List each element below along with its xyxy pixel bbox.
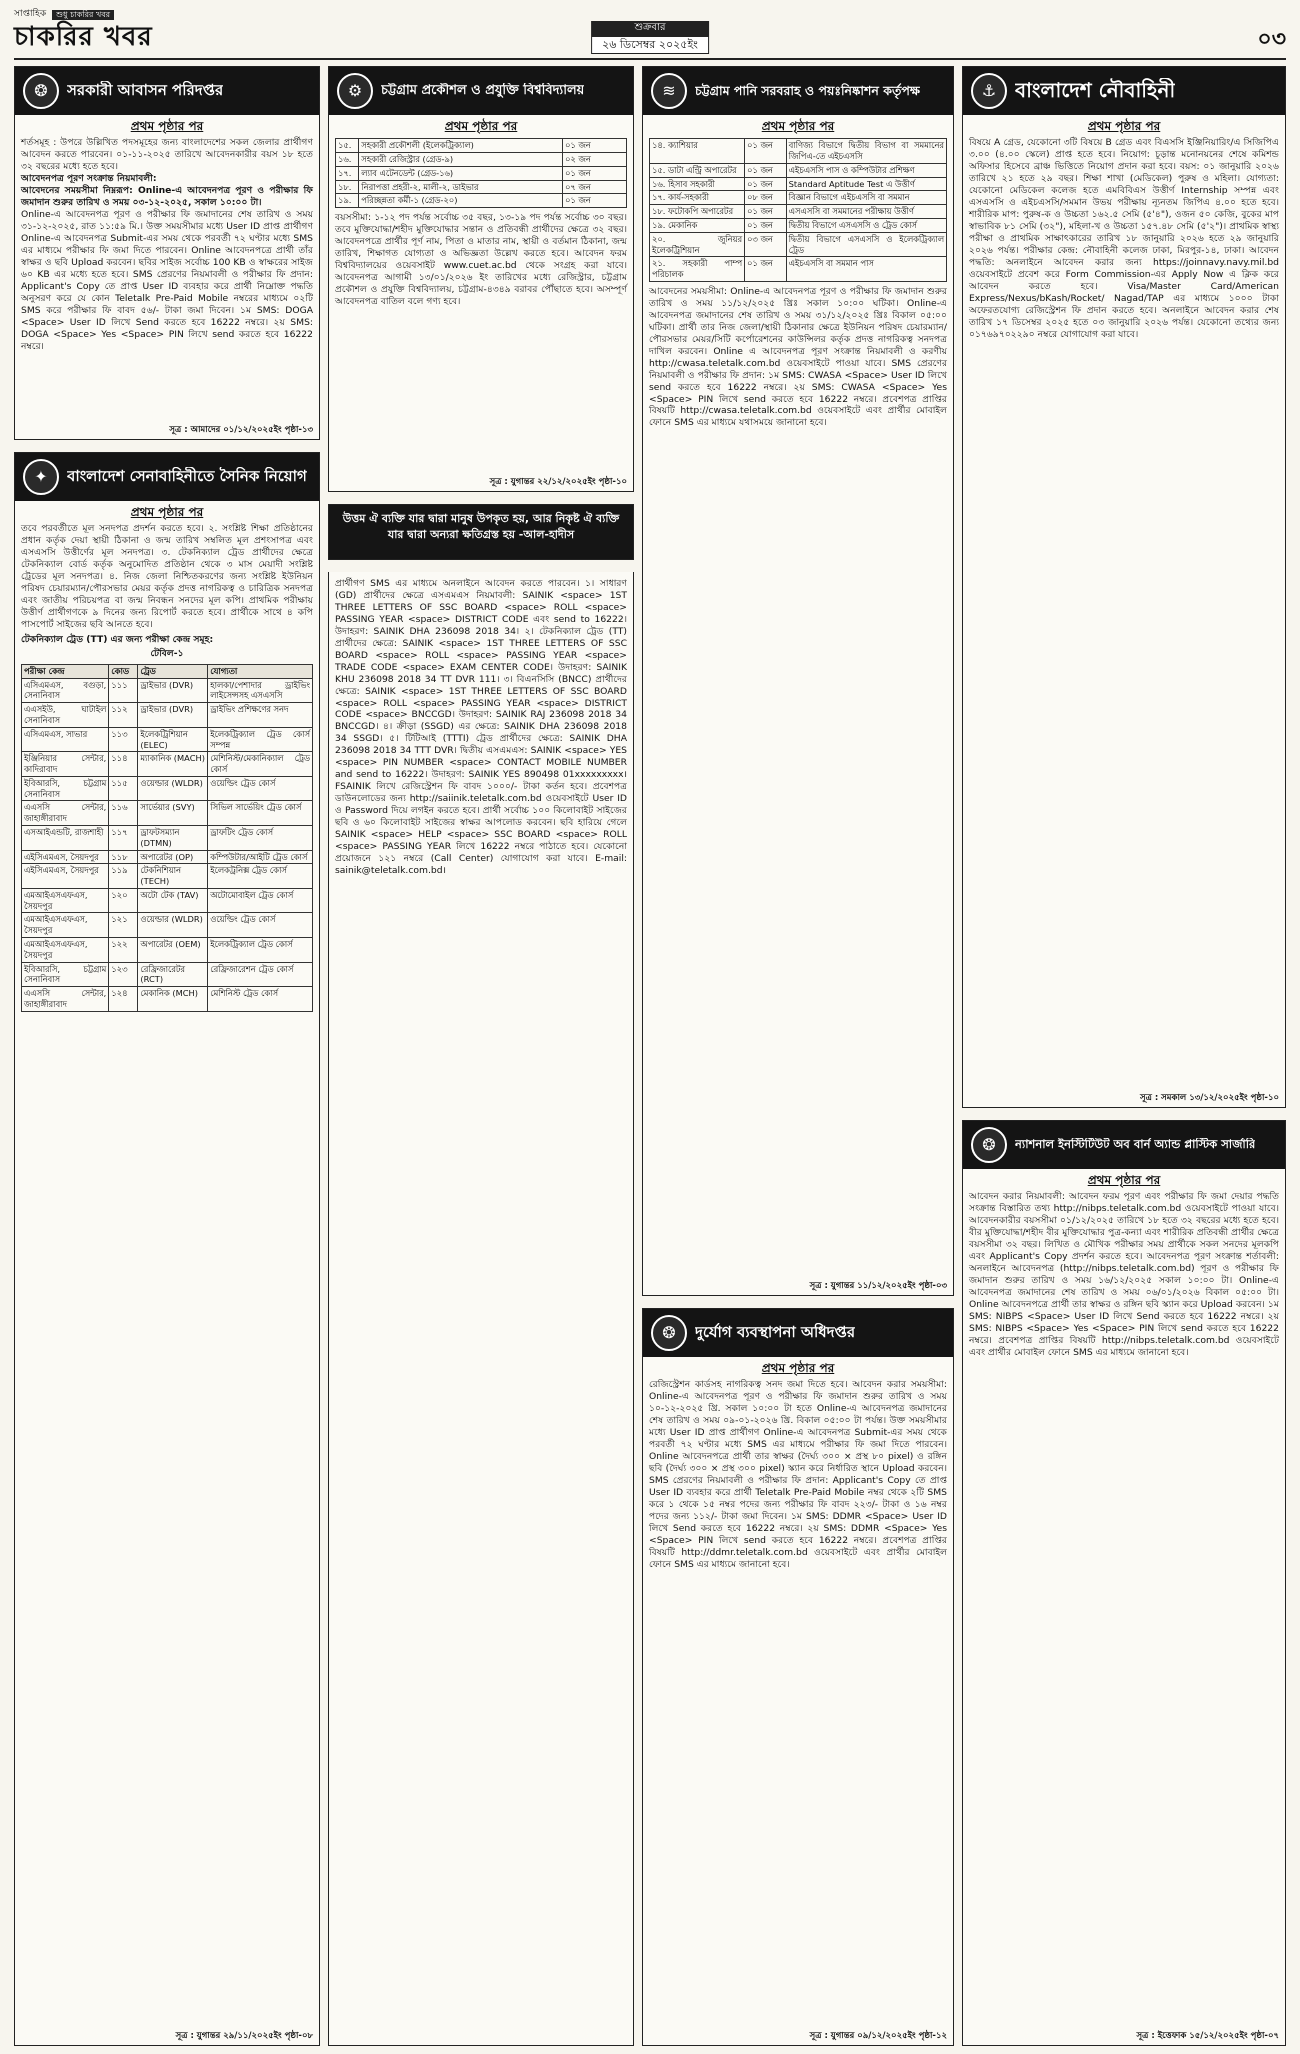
table-cell: ইবিআরসি, চট্টগ্রাম সেনানিবাস — [22, 776, 109, 801]
ad-wasa — [642, 66, 954, 1296]
ad-body-text: বয়সসীমা: ১-১২ পদ পর্যন্ত সর্বোচ্চ ৩৫ বছর, ১৩-১৯ পদ পর্যন্ত সর্বোচ্চ ৩০ বছর। তবে মুক্তিযোদ্ধা/শহীদ মুক্তিযোদ্ধার সন্তান ও প্রতিবন্ধী প্রার্থীদের ক্ষেত্রে ৩২ বছর। আবেদনপত্রে প্রার্থীর পূর্ণ নাম, পিতা ও মাতার নাম, স্থায়ী ও বর্তমান ঠিকানা, জন্ম তারিখ, শিক্ষাগত যোগ্যতা ও অভিজ্ঞতা উল্লেখ করতে হবে। আবেদন ফরম বিশ্ববিদ্যালয়ের ওয়েবসাইট www.cuet.ac.bd থেকে সংগ্রহ করা যাবে। আবেদনপত্র আগামী ১৩/০১/২০২৬ ইং তারিখের মধ্যে রেজিস্ট্রার, চট্টগ্রাম প্রকৌশল ও প্রযুক্তি বিশ্ববিদ্যালয়, চট্টগ্রাম-৪৩৪৯ বরাবর পৌঁছাতে হবে। অসম্পূর্ণ আবেদনপত্র বাতিল বলে গণ্য হবে। — [335, 212, 627, 307]
ad-subtitle: প্রথম পৃষ্ঠার পর — [761, 119, 835, 133]
table-cell: সহকারী প্রকৌশলী (ইলেকট্রিক্যাল) — [359, 139, 563, 153]
ad-subtitle: প্রথম পৃষ্ঠার পর — [761, 1361, 835, 1375]
table-cell: এমআইএসএফএস, সৈয়দপুর — [22, 938, 109, 963]
ad-title: সরকারী আবাসন পরিদপ্তর — [67, 81, 224, 100]
table-cell: ১৬. — [336, 153, 359, 167]
table-cell: মেশিনিস্ট ট্রেড কোর্স — [208, 987, 313, 1012]
table-cell: ইলেকট্রিক্যাল ট্রেড কোর্স — [208, 938, 313, 963]
table-cell: ১৮. ফটোকপি অপারেটর — [650, 205, 745, 219]
column-3 — [642, 66, 954, 2046]
table-cell: ১৪. ক্যাশিয়ার — [650, 139, 745, 164]
table-cell: এইসিএমএস, সৈয়দপুর — [22, 850, 109, 864]
masthead-brand-block — [14, 9, 153, 54]
table-cell: এসআইএন্ডটি, রাজশাহী — [22, 826, 109, 851]
table-row — [650, 139, 947, 164]
table-cell: এমআইএসএফএস, সৈয়দপুর — [22, 913, 109, 938]
table-cell: ১২০ — [109, 888, 138, 913]
table-cell: ১২৪ — [109, 987, 138, 1012]
table-row — [22, 913, 313, 938]
table-cell: ইলেকট্রিক্যাল ট্রেড কোর্স সম্পন্ন — [208, 727, 313, 752]
table-cell: ০২ জন — [562, 153, 626, 167]
government-seal-icon: ❂ — [651, 1315, 687, 1351]
table-row — [22, 678, 313, 703]
table-cell: রেফ্রিজারেটর (RCT) — [138, 962, 208, 987]
table-cell: ১১১ — [109, 678, 138, 703]
table-cell: ওয়েল্ডিং ট্রেড কোর্স — [208, 913, 313, 938]
ad-section-heading: আবেদনপত্র পূরণ সংক্রান্ত নিয়মাবলী: — [21, 173, 157, 185]
table-row — [22, 888, 313, 913]
table-cell: ওয়েল্ডার (WLDR) — [138, 776, 208, 801]
ad-body-text: আবেদনের সময়সীমা: Online-এ আবেদনপত্র পূরণ ও পরীক্ষার ফি জমাদান শুরুর তারিখ ও সময় ১১/১২/২০২৫ খ্রিঃ সকাল ১০:০০ ঘটিকা। Online-এ আবেদনপত্র জমাদানের শেষ তারিখ ও সময় ৩১/১২/২০২৫ খ্রিঃ বিকাল ০৫:০০ ঘটিকা। প্রার্থী তার নিজ জেলা/স্থায়ী ঠিকানার ক্ষেত্রে ইউনিয়ন পরিষদ চেয়ারম্যান/পৌরসভার মেয়র/সিটি কর্পোরেশনের কাউন্সিলর কর্তৃক প্রদত্ত নাগরিকত্ব সনদপত্র দাখিল করবেন। Online এ আবেদনপত্র পূরণ সংক্রান্ত নিয়মাবলী ও করণীয় http://cwasa.teletalk.com.bd ওয়েবসাইটে পাওয়া যাবে। SMS প্রেরণের নিয়মাবলী ও পরীক্ষার ফি প্রদান: ১ম SMS: CWASA <Space> User ID লিখে send করতে হবে 16222 নম্বরে। ২য় SMS: CWASA <Space> Yes <Space> PIN লিখে send করতে হবে 16222 নম্বরে। প্রবেশপত্র প্রাপ্তির বিষয়টি http://cwasa.teletalk.com.bd ওয়েবসাইটে এবং প্রার্থীর মোবাইল ফোনে SMS এর মাধ্যমে যথাসময়ে জানানো হবে। — [649, 285, 947, 429]
wasa-logo-icon: ≋ — [651, 73, 687, 109]
table-cell: রেফ্রিজারেশন ট্রেড কোর্স — [208, 962, 313, 987]
table-cell: এএসসি সেন্টার, জাহাঙ্গীরাবাদ — [22, 987, 109, 1012]
table-row — [336, 153, 627, 167]
table-header-row — [22, 664, 313, 678]
issue-date: ২৬ ডিসেম্বর ২০২৫ইং — [591, 36, 709, 54]
table-row — [22, 752, 313, 777]
column-1 — [14, 66, 320, 2046]
table-cell: ১৬. হিসাব সহকারী — [650, 177, 745, 191]
table-header-cell: যোগ্যতা — [208, 664, 313, 678]
table-cell: ০৮ জন — [745, 191, 787, 205]
table-header-cell: ট্রেড — [138, 664, 208, 678]
table-row — [22, 703, 313, 728]
table-cell: ইলেকট্রনিক্স ট্রেড কোর্স — [208, 864, 313, 889]
table-cell: ওয়েল্ডিং ট্রেড কোর্স — [208, 776, 313, 801]
ad-source: সূত্র : ইত্তেফাক ১৫/১২/২০২৫ইং পৃষ্ঠা-০৭ — [1133, 2031, 1279, 2042]
table-row — [650, 205, 947, 219]
table-cell: Standard Aptitude Test এ উত্তীর্ণ — [786, 177, 946, 191]
table-cell: ১৫. — [336, 139, 359, 153]
table-cell: ম্যাকানিক (MACH) — [138, 752, 208, 777]
masthead — [14, 10, 1286, 60]
table-row — [22, 962, 313, 987]
ad-source: সূত্র : আমাদের ০১/১২/২০২৫ইং পৃষ্ঠা-১৩ — [165, 425, 313, 436]
table-cell: বাণিজ্য বিভাগে দ্বিতীয় বিভাগ বা সমমানের জিপিএ-তে এইচএসসি — [786, 139, 946, 164]
ad-body-text: আবেদন করার নিয়মাবলী: আবেদন ফরম পূরণ এবং পরীক্ষার ফি জমা দেয়ার পদ্ধতি সংক্রান্ত বিস্তারিত তথ্য http://nibps.teletalk.com.bd ওয়েবসাইটে পাওয়া যাবে। আবেদনকারীর বয়সসীমা ০১/১২/২০২৫ তারিখে ১৮ হতে ৩২ বছরের মধ্যে হতে হবে। বীর মুক্তিযোদ্ধা/শহীদ বীর মুক্তিযোদ্ধার পুত্র-কন্যা এবং শারীরিক প্রতিবন্ধী প্রার্থীর ক্ষেত্রে বয়সসীমা ৩২ বছর। লিখিত ও মৌখিক পরীক্ষার সময় প্রার্থীকে সকল সনদের মূলকপি এবং Applicant's Copy প্রদর্শন করতে হবে। আবেদনপত্র পূরণ সংক্রান্ত শর্তাবলী: অনলাইনে আবেদনপত্র (http://nibps.teletalk.com.bd) পূরণ ও পরীক্ষার ফি জমাদান শুরুর তারিখ ও সময় ১৬/১২/২০২৫ সকাল ১০:০০ টা। Online-এ আবেদনপত্র জমাদানের শেষ তারিখ ও সময় ০৬/০১/২০২৬ বিকাল ০৫:০০ টা। Online আবেদনপত্রে প্রার্থী তার স্বাক্ষর ও রঙ্গিন ছবি স্ক্যান করে Upload করবেন। ১ম SMS: NIBPS <Space> User ID লিখে Send করতে হবে 16222 নম্বরে। ২য় SMS: NIBPS <Space> Yes <Space> PIN লিখে send করতে হবে 16222 নম্বরে। প্রবেশপত্র প্রাপ্তির বিষয়টি http://nibps.teletalk.com.bd ওয়েবসাইটে এবং প্রার্থীর মোবাইল ফোনে SMS এর মাধ্যমে জানানো হবে। — [969, 1191, 1279, 1358]
table-cell: ১১৮ — [109, 850, 138, 864]
table-cell: ২০. জুনিয়র ইলেকট্রিশিয়ান — [650, 232, 745, 257]
table-cell: ০১ জন — [745, 205, 787, 219]
ad-title: ন্যাশনাল ইনস্টিটিউট অব বার্ন অ্যান্ড প্লাস্টিক সার্জারি — [1015, 1138, 1256, 1152]
ad-source: সূত্র : সমকাল ১৩/১২/২০২৫ইং পৃষ্ঠা-১০ — [1136, 1093, 1279, 1104]
ad-subtitle: প্রথম পৃষ্ঠার পর — [130, 119, 204, 133]
issue-date-block — [591, 21, 709, 54]
table-cell: এএসসি সেন্টার, জাহাঙ্গীরাবাদ — [22, 801, 109, 826]
ad-body-text: রেজিস্ট্রেশন কার্ডসহ নাগরিকত্ব সনদ জমা দিতে হবে। আবেদন করার সময়সীমা: Online-এ আবেদনপত্র পূরণ ও পরীক্ষার ফি জমাদান শুরুর তারিখ ও সময় ১০-১২-২০২৫ খ্রি. সকাল ১০:০০ টা হতে Online-এ আবেদনপত্র জমাদানের শেষ তারিখ ও সময় ০৯-০১-২০২৬ খ্রি. বিকাল ০৫:০০ টা পর্যন্ত। উক্ত সময়সীমার মধ্যে User ID প্রাপ্ত প্রার্থীগণ Online-এ আবেদনপত্র Submit-এর সময় থেকে পরবর্তী ৭২ ঘণ্টার মধ্যে SMS এর মাধ্যমে পরীক্ষার ফি জমা দিতে পারবেন। Online আবেদনপত্রে প্রার্থী তার স্বাক্ষর (দৈর্ঘ্য ৩০০ × প্রস্থ ৮০ pixel) ও রঙ্গিন ছবি (দৈর্ঘ্য ৩০০ × প্রস্থ ৩০০ pixel) স্ক্যান করে নির্ধারিত স্থানে Upload করবেন। SMS প্রেরণের নিয়মাবলী ও পরীক্ষার ফি প্রদান: Applicant's Copy তে প্রাপ্ত User ID ব্যবহার করে প্রার্থী Teletalk Pre-Paid Mobile নম্বর থেকে ২টি SMS করে ১ থেকে ১৫ নম্বর পদের জন্য পরীক্ষার ফি বাবদ ২২৩/- টাকা ও ১৬ নম্বর পদের জন্য ১১২/- টাকা জমা দিবেন। ১ম SMS: DDMR <Space> User ID লিখে Send করতে হবে 16222 নম্বরে। ২য় SMS: DDMR <Space> Yes <Space> PIN লিখে send করতে হবে 16222 নম্বরে। প্রবেশপত্র প্রাপ্তির বিষয়টি http://ddmr.teletalk.com.bd ওয়েবসাইটে এবং প্রার্থীর মোবাইল ফোনে SMS এর মাধ্যমে জানানো হবে। — [649, 1379, 947, 1570]
ad-title: চট্টগ্রাম পানি সরবরাহ ও পয়ঃনিষ্কাশন কর্তৃপক্ষ — [695, 83, 920, 98]
ad-deadline-text: আবেদনের সময়সীমা নিম্নরূপ: Online-এ আবেদনপত্র পূরণ ও পরীক্ষার ফি জমাদান শুরুর তারিখ ও সময় ০৩-১২-২০২৫, সকাল ১০:০০ টা। — [21, 185, 313, 209]
table-cell: ড্রাফটিং ট্রেড কোর্স — [208, 826, 313, 851]
table-cell: এইসিএমএস, সৈয়দপুর — [22, 864, 109, 889]
university-logo-icon: ⚙ — [337, 73, 373, 109]
column-4 — [962, 66, 1286, 2046]
table-cell: ১৭. — [336, 166, 359, 180]
table-cell: সার্ভেয়ার (SVY) — [138, 801, 208, 826]
post-list-table — [335, 138, 627, 208]
table-cell: ড্রাইভার (DVR) — [138, 703, 208, 728]
table-cell: ০১ জন — [745, 139, 787, 164]
columns — [14, 66, 1286, 2046]
table-cell: মেকানিক (MCH) — [138, 987, 208, 1012]
table-cell: কম্পিউটার/আইটি ট্রেড কোর্স — [208, 850, 313, 864]
ad-title: বাংলাদেশ নৌবাহিনী — [1015, 78, 1176, 103]
government-seal-icon: ❂ — [971, 1127, 1007, 1163]
ad-body-text: Online-এ আবেদনপত্র পূরণ ও পরীক্ষার ফি জমাদানের শেষ তারিখ ও সময় ৩১-১২-২০২৫, রাত ১১:৫৯ মি.। উক্ত সময়সীমার মধ্যে User ID প্রাপ্ত প্রার্থীগণ Online-এ আবেদনপত্র Submit-এর সময় থেকে পরবর্তী ৭২ ঘণ্টার মধ্যে SMS এর মাধ্যমে পরীক্ষার ফি জমা দিতে পারবেন। Online আবেদনপত্রে প্রার্থী তাঁর স্বাক্ষর ও ছবি Upload করবেন। ছবির সাইজ সর্বোচ্চ 100 KB ও স্বাক্ষরের সাইজ ৬০ KB এর মধ্যে হতে হবে। SMS প্রেরণের নিয়মাবলী ও পরীক্ষার ফি প্রদান: Applicant's Copy তে প্রাপ্ত User ID ব্যবহার করে প্রার্থী নিম্নোক্ত পদ্ধতি অনুসরণ করে যে কোন Teletalk Pre-Paid Mobile নম্বরের মাধ্যমে ০২টি SMS করে পরীক্ষার ফি বাবদ ৫৬/- টাকা জমা দিবেন। ১ম SMS: DOGA <Space> User ID লিখে Send করতে হবে 16222 নম্বরে। ২য় SMS: DOGA <Space> Yes <Space> PIN লিখে send করতে হবে 16222 নম্বরে। — [21, 209, 313, 352]
table-body — [336, 139, 627, 208]
table-cell: পরিচ্ছন্নতা কর্মী-১ (গ্রেড-২০) — [359, 194, 563, 208]
table-cell: এসএসসি বা সমমানের পরীক্ষায় উত্তীর্ণ — [786, 205, 946, 219]
table-cell: ল্যাব এটেনডেন্ট (গ্রেড-১৬) — [359, 166, 563, 180]
table-row — [22, 776, 313, 801]
table-row — [650, 163, 947, 177]
exam-centre-table — [21, 664, 313, 1012]
table-cell: ইলেকট্রিশিয়ান (ELEC) — [138, 727, 208, 752]
table-row — [22, 727, 313, 752]
ad-title: দুর্যোগ ব্যবস্থাপনা অধিদপ্তর — [695, 1323, 856, 1342]
table-cell: ১৮. — [336, 180, 359, 194]
table-cell: দ্বিতীয় বিভাগে এসএসসি ও ইলেকট্রিক্যাল ট্রেড — [786, 232, 946, 257]
table-cell: ০৩ জন — [745, 232, 787, 257]
table-cell: ১৯. — [336, 194, 359, 208]
page-number: ০৩ — [1257, 26, 1286, 52]
table-cell: ড্রাইভার (DVR) — [138, 678, 208, 703]
table-row — [650, 191, 947, 205]
table-cell: মেশিনিস্ট/মেকানিক্যাল ট্রেড কোর্স — [208, 752, 313, 777]
table-cell: ১১৩ — [109, 727, 138, 752]
issue-day: শুক্রবার — [591, 21, 709, 36]
table-cell: ড্রাইভিং প্রশিক্ষণের সনদ — [208, 703, 313, 728]
ad-source: সূত্র : যুগান্তর ১১/১২/২০২৫ইং পৃষ্ঠা-০৩ — [806, 1281, 947, 1292]
table-row — [22, 850, 313, 864]
table-cell: ০১ জন — [745, 219, 787, 233]
table-cell: ড্রাফটসম্যান (DTMN) — [138, 826, 208, 851]
ad-navy — [962, 66, 1286, 1108]
table-row — [336, 139, 627, 153]
table-cell: ১১৯ — [109, 864, 138, 889]
table-body — [22, 678, 313, 1011]
table-cell: এসিএমএস, সাভার — [22, 727, 109, 752]
table-cell: দ্বিতীয় বিভাগে এসএসসি ও ট্রেড কোর্স — [786, 219, 946, 233]
ad-subtitle: প্রথম পৃষ্ঠার পর — [1087, 119, 1161, 133]
ad-body-text: বিষয়ে A গ্রেড, যেকোনো ৩টি বিষয়ে B গ্রেড এবং বিএসসি ইঞ্জিনিয়ারিং/এ সিজিপিএ ৩.০০ (৪.০০ স্কেলে) প্রাপ্ত হতে হবে। নিয়োগ: চূড়ান্ত মনোনয়নের শেষে কমিশন্ড অফিসার হিসেবে ব্রাঞ্চ ভিত্তিতে নিয়োগ প্রদান করা হবে। বয়স: ০১ জানুয়ারি ২০২৬ তারিখে ২১ হতে ২৯ বছর। শিক্ষা শাখা (মেডিকেল) পুরুষ ও মহিলা। যোগ্যতা: যেকোনো মেডিকেল কলেজ হতে এমবিবিএস উত্তীর্ণ Internship সম্পন্ন এবং এসএসসি ও এইচএসসি/সমমান উভয় পরীক্ষায় ন্যূনতম জিপিএ ৪.০০ হতে হবে। শারীরিক মাপ: পুরুষ-ক ও উচ্চতা ১৬২.৫ সেমি (৫'৪"), ওজন ৫০ কেজি, বুকের মাপ স্বাভাবিক ৮১ সেমি (৩২"), মহিলা-খ ও উচ্চতা ১৫৭.৪৮ সেমি (৫'২")। প্রাথমিক স্বাস্থ্য পরীক্ষা ও প্রাথমিক সাক্ষাৎকারের তারিখ ১৮ জানুয়ারি ২০২৬ হতে ২৯ জানুয়ারি ২০২৬ পর্যন্ত। পরীক্ষার কেন্দ্র: নৌবাহিনী কলেজ ঢাকা, মিরপুর-১৪, ঢাকা। আবেদন পদ্ধতি: অনলাইনে আবেদন করার জন্য https://joinnavy.navy.mil.bd ওয়েবসাইটে প্রবেশ করে Form Commission-এর Apply Now এ ক্লিক করে আবেদন করতে হবে। Visa/Master Card/American Express/Nexus/bKash/Rocket/ Nagad/TAP এর মাধ্যমে ১০০০ টাকা অফেরতযোগ্য রেজিস্ট্রেশন ফি প্রদান করতে হবে। অনলাইনে আবেদন করার শেষ তারিখ ১৭ ডিসেম্বর ২০২৫ হতে ০৩ জানুয়ারি ২০২৬ পর্যন্ত। যেকোনো তথ্যের জন্য ০১৭৬৯৭০২২৯০ নম্বরে যোগাযোগ করা যাবে। — [969, 137, 1279, 340]
army-emblem-icon: ✦ — [23, 459, 59, 495]
table-cell: অটো টেক (TAV) — [138, 888, 208, 913]
ad-subtitle: প্রথম পৃষ্ঠার পর — [1087, 1173, 1161, 1187]
table-cell: ওয়েল্ডার (WLDR) — [138, 913, 208, 938]
table-cell: সিভিল সার্ভেয়িং ট্রেড কোর্স — [208, 801, 313, 826]
table-row — [650, 219, 947, 233]
table-cell: ইবিআরসি, চট্টগ্রাম সেনানিবাস — [22, 962, 109, 987]
table-cell: ০১ জন — [562, 194, 626, 208]
ad-cuet — [328, 66, 634, 492]
table-cell: ২১. সহকারী পাম্প পরিচালক — [650, 257, 745, 282]
weekly-label: সাপ্তাহিক — [14, 9, 47, 20]
ad-lead-text: শর্তসমূহ : উপরে উল্লিখিত পদসমূহের জন্য বাংলাদেশের সকল জেলার প্রার্থীগণ আবেদন করতে পারবেন। ০১-১১-২০২৫ তারিখে আবেদনকারীর বয়স ১৮ হতে ৩২ বছরের মধ্যে হতে হবে। — [21, 137, 313, 173]
table-cell: এমআইএসএফএস, সৈয়দপুর — [22, 888, 109, 913]
ad-body-text: প্রার্থীগণ SMS এর মাধ্যমে অনলাইনে আবেদন করতে পারবেন। ১। সাধারণ (GD) প্রার্থীদের ক্ষেত্রে এসএমএস নিয়মাবলী: SAINIK <space> 1ST THREE LETTERS OF SSC BOARD <space> ROLL <space> PASSING YEAR <space> DISTRICT CODE এবং send to 16222। উদাহরণ: SAINIK DHA 236098 2018 34। ২। টেকনিক্যাল ট্রেড (TT) প্রার্থীদের ক্ষেত্রে: SAINIK <space> 1ST THREE LETTERS OF SSC BOARD <space> ROLL <space> PASSING YEAR <space> TRADE CODE <space> EXAM CENTER CODE। উদাহরণ: SAINIK KHU 236098 2018 34 TT DVR 111। ৩। বিএনসিসি (BNCC) প্রার্থীদের ক্ষেত্রে: SAINIK <space> 1ST THREE LETTERS OF SSC BOARD <space> ROLL <space> PASSING YEAR <space> DISTRICT CODE <space> BNCCGD। উদাহরণ: SAINIK RAJ 236098 2018 34 BNCCGD। ৪। ক্রীড়া (SSGD) এর ক্ষেত্রে: SAINIK DHA 236098 2018 34 SSGD। ৫। টিটিআই (TTTI) ট্রেড প্রার্থীদের ক্ষেত্রে: SAINIK DHA 236098 2018 34 TTT DVR। দ্বিতীয় এসএমএস: SAINIK <space> YES <space> PIN NUMBER <space> CONTACT MOBILE NUMBER and send to 16222। উদাহরণ: SAINIK YES 890498 01xxxxxxxxx। FSAINIK লিখে রেজিস্ট্রেশন ফি বাবদ ১০০০/- টাকা কর্তন হবে। প্রবেশপত্র ডাউনলোডের জন্য http://saiinik.teletalk.com.bd ওয়েবসাইটে User ID ও Password দিয়ে লগইন করতে হবে। প্রার্থী সর্বোচ্চ ১০০ কিলোবাইট সাইজের ছবি ও ৬০ কিলোবাইট সাইজের স্বাক্ষর আপলোড করবেন। ছবি হারিয়ে গেলে SAINIK <space> HELP <space> SSC BOARD <space> ROLL <space> PASSING YEAR লিখে 16222 নম্বরে পাঠাতে হবে। যেকোনো প্রয়োজনে ১২১ নম্বরে (Call Center) যোগাযোগ করা যাবে। E-mail: sainik@teletalk.com.bd। — [335, 578, 627, 876]
table-cell: ১১৬ — [109, 801, 138, 826]
table-row — [22, 801, 313, 826]
hadith-quote-box — [328, 504, 634, 560]
ad-source: সূত্র : যুগান্তর ২২/১২/২০২৫ইং পৃষ্ঠা-১০ — [486, 477, 627, 488]
table-cell: টেকনিশিয়ান (TECH) — [138, 864, 208, 889]
tagline-badge: শুধু চাকরির খবর — [52, 10, 114, 20]
table-title: টেবিল-১ — [150, 647, 184, 659]
ad-burn-institute — [962, 1120, 1286, 2046]
ad-source: সূত্র : যুগান্তর ০৯/১২/২০২৫ইং পৃষ্ঠা-১২ — [806, 2031, 947, 2042]
ad-title: চট্টগ্রাম প্রকৌশল ও প্রযুক্তি বিশ্ববিদ্যালয় — [381, 82, 585, 98]
government-seal-icon: ❂ — [23, 73, 59, 109]
ad-army — [14, 452, 320, 2046]
table-header-cell: পরীক্ষা কেন্দ্র — [22, 664, 109, 678]
table-cell: হালকা/পেশাদার ড্রাইভিং লাইসেন্সসহ এসএসসি — [208, 678, 313, 703]
table-cell: অপারেটর (OEM) — [138, 938, 208, 963]
table-cell: ১৭. কার্য-সহকারী — [650, 191, 745, 205]
table-cell: ১২২ — [109, 938, 138, 963]
table-cell: এইচএসসি বা সমমান পাস — [786, 257, 946, 282]
table-cell: ১৫. ডাটা এন্ট্রি অপারেটর — [650, 163, 745, 177]
post-list-table — [649, 138, 947, 282]
table-cell: ১১২ — [109, 703, 138, 728]
table-cell: ১১৭ — [109, 826, 138, 851]
table-cell: ০১ জন — [745, 177, 787, 191]
ad-body-text: তবে পরবর্তীতে মূল সনদপত্র প্রদর্শন করতে হবে। ২. সংশ্লিষ্ট শিক্ষা প্রতিষ্ঠানের প্রধান কর্তৃক দেয়া স্থায়ী ঠিকানা ও জন্ম তারিখ সম্বলিত মূল প্রশংসাপত্র এবং এসএসসি উত্তীর্ণের মূল সনদপত্র। ৩. টেকনিক্যাল ট্রেড প্রার্থীদের ক্ষেত্রে টেকনিক্যাল বোর্ড কর্তৃক অনুমোদিত প্রতিষ্ঠান থেকে ৩ মাস মেয়াদী সংশ্লিষ্ট ট্রেডের মূল সনদপত্র। ৪. নিজ জেলা নিশ্চিতকরণের জন্য সংশ্লিষ্ট ইউনিয়ন পরিষদ চেয়ারম্যান/পৌরসভার মেয়র কর্তৃক প্রদত্ত নাগরিকত্ব ও চারিত্রিক সনদপত্র এবং জাতীয় পরিচয়পত্র বা জন্ম নিবন্ধন সনদের মূল কপি। প্রাথমিক পরীক্ষায় উত্তীর্ণ প্রার্থীগণকে ৯ দিনের জন্য রিপোর্ট করতে হবে। প্রার্থীকে সাথে ৪ কপি পাসপোর্ট সাইজের ছবি আনতে হবে। — [21, 523, 313, 630]
table-cell: ১৯. মেকানিক — [650, 219, 745, 233]
table-cell: ১২১ — [109, 913, 138, 938]
ad-title: বাংলাদেশ সেনাবাহিনীতে সৈনিক নিয়োগ — [67, 467, 307, 486]
table-cell: ০৭ জন — [562, 180, 626, 194]
table-cell: এসিএমএস, বগুড়া, সেনানিবাস — [22, 678, 109, 703]
ad-disaster — [642, 1308, 954, 2046]
table-row — [650, 232, 947, 257]
table-row — [650, 257, 947, 282]
table-row — [336, 194, 627, 208]
column-2 — [328, 66, 634, 2046]
newspaper-title: চাকরির খবর — [14, 21, 153, 52]
hadith-quote: উত্তম ঐ ব্যক্তি যার দ্বারা মানুষ উপকৃত হয়, আর নিকৃষ্ট ঐ ব্যক্তি যার দ্বারা অন্যরা ক্ষতিগ্রস্ত হয় -আল-হাদীস — [342, 512, 620, 541]
table-row — [650, 177, 947, 191]
anchor-icon: ⚓ — [971, 73, 1007, 109]
table-cell: অপারেটর (OP) — [138, 850, 208, 864]
table-cell: ১১৫ — [109, 776, 138, 801]
table-cell: এইচএসসি পাস ও কম্পিউটার প্রশিক্ষণ — [786, 163, 946, 177]
table-body — [650, 139, 947, 282]
table-row — [336, 166, 627, 180]
table-cell: সহকারী রেজিস্ট্রার (গ্রেড-৯) — [359, 153, 563, 167]
table-row — [22, 987, 313, 1012]
table-cell: ০১ জন — [745, 163, 787, 177]
table-row — [336, 180, 627, 194]
ad-housing — [14, 66, 320, 440]
ad-subtitle: প্রথম পৃষ্ঠার পর — [130, 505, 204, 519]
table-cell: নিরাপত্তা প্রহরী-২, মালী-২, ডাইভার — [359, 180, 563, 194]
ad-subtitle: প্রথম পৃষ্ঠার পর — [444, 119, 518, 133]
ad-section-heading: টেকনিক্যাল ট্রেড (TT) এর জন্য পরীক্ষা কেন্দ্র সমূহ: — [21, 633, 214, 645]
table-row — [22, 938, 313, 963]
table-cell: ১২৩ — [109, 962, 138, 987]
table-cell: ১১৪ — [109, 752, 138, 777]
ad-source: সূত্র : যুগান্তর ২৯/১১/২০২৫ইং পৃষ্ঠা-০৮ — [172, 2031, 313, 2042]
table-cell: এএসইউ, ঘাটাইল সেনানিবাস — [22, 703, 109, 728]
table-cell: ০১ জন — [562, 166, 626, 180]
table-cell: অটোমোবাইল ট্রেড কোর্স — [208, 888, 313, 913]
table-row — [22, 826, 313, 851]
table-cell: ইঞ্জিনিয়ার সেন্টার, কাদিরাবাদ — [22, 752, 109, 777]
table-header-cell: কোড — [109, 664, 138, 678]
table-row — [22, 864, 313, 889]
ad-army-continued — [328, 572, 634, 2046]
table-cell: বিজ্ঞান বিভাগে এইচএসসি বা সমমান — [786, 191, 946, 205]
table-cell: ০১ জন — [745, 257, 787, 282]
table-cell: ০১ জন — [562, 139, 626, 153]
